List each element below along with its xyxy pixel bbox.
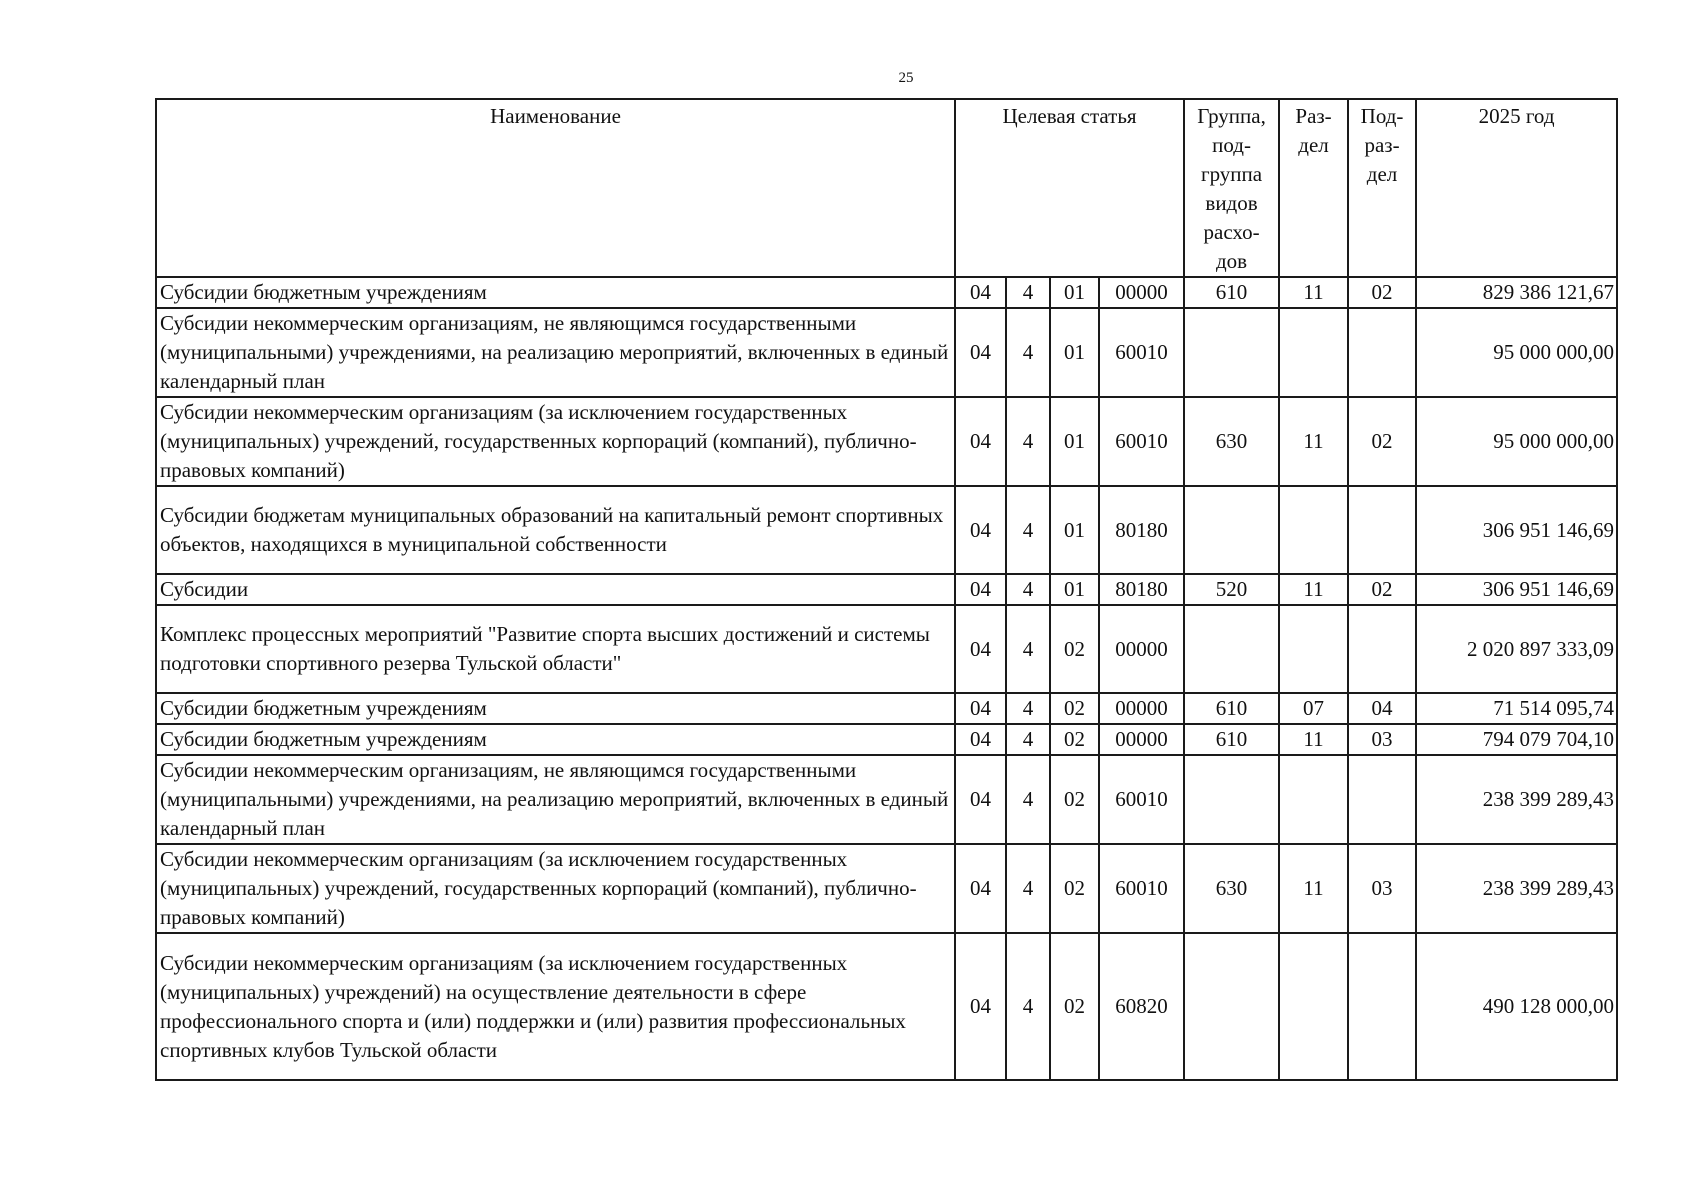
row-code-direction: 60010 — [1099, 844, 1184, 933]
row-code-direction: 60820 — [1099, 933, 1184, 1080]
row-code-direction: 60010 — [1099, 755, 1184, 844]
row-subsection — [1348, 605, 1416, 693]
row-expense-group: 610 — [1184, 277, 1279, 308]
table-row — [156, 574, 1617, 605]
row-subsection: 02 — [1348, 574, 1416, 605]
row-code-type: 4 — [1006, 308, 1050, 397]
row-code-type: 4 — [1006, 605, 1050, 693]
row-code-direction: 00000 — [1099, 693, 1184, 724]
table-row — [156, 693, 1617, 724]
row-code-complex: 02 — [1050, 724, 1099, 755]
row-expense-group — [1184, 486, 1279, 574]
row-code-complex: 01 — [1050, 308, 1099, 397]
row-code-type: 4 — [1006, 574, 1050, 605]
row-code-complex: 01 — [1050, 277, 1099, 308]
header-subsection: Под- раз- дел — [1348, 99, 1416, 277]
row-code-type: 4 — [1006, 933, 1050, 1080]
budget-table — [155, 98, 1618, 1081]
header-section: Раз- дел — [1279, 99, 1348, 277]
row-code-type: 4 — [1006, 693, 1050, 724]
table-row — [156, 755, 1617, 844]
row-expense-group: 630 — [1184, 397, 1279, 486]
row-section — [1279, 486, 1348, 574]
page-number: 25 — [898, 70, 914, 86]
row-section — [1279, 933, 1348, 1080]
header-expense-group: Группа, под- группа видов расхо- дов — [1184, 99, 1279, 277]
row-code-program: 04 — [955, 605, 1006, 693]
row-section: 11 — [1279, 724, 1348, 755]
row-code-direction: 00000 — [1099, 724, 1184, 755]
row-code-direction: 80180 — [1099, 574, 1184, 605]
row-subsection — [1348, 486, 1416, 574]
row-code-type: 4 — [1006, 844, 1050, 933]
row-code-direction: 80180 — [1099, 486, 1184, 574]
row-subsection — [1348, 933, 1416, 1080]
row-name: Комплекс процессных мероприятий "Развитие спорта высших достижений и системы подготовки спортивного резерва Тульской области" — [156, 605, 955, 693]
row-code-program: 04 — [955, 755, 1006, 844]
row-expense-group: 610 — [1184, 724, 1279, 755]
row-amount: 490 128 000,00 — [1416, 933, 1617, 1080]
row-expense-group: 520 — [1184, 574, 1279, 605]
row-subsection: 02 — [1348, 277, 1416, 308]
row-subsection: 04 — [1348, 693, 1416, 724]
row-section: 11 — [1279, 397, 1348, 486]
row-name: Субсидии бюджетам муниципальных образований на капитальный ремонт спортивных объектов, находящихся в муниципальной собственности — [156, 486, 955, 574]
row-expense-group — [1184, 605, 1279, 693]
row-amount: 829 386 121,67 — [1416, 277, 1617, 308]
row-name: Субсидии — [156, 574, 955, 605]
row-amount: 95 000 000,00 — [1416, 308, 1617, 397]
row-section: 11 — [1279, 844, 1348, 933]
table-row — [156, 724, 1617, 755]
row-code-type: 4 — [1006, 397, 1050, 486]
row-name: Субсидии бюджетным учреждениям — [156, 724, 955, 755]
row-subsection: 03 — [1348, 844, 1416, 933]
row-code-program: 04 — [955, 693, 1006, 724]
table-row — [156, 308, 1617, 397]
row-amount: 794 079 704,10 — [1416, 724, 1617, 755]
row-code-complex: 01 — [1050, 486, 1099, 574]
row-code-complex: 02 — [1050, 844, 1099, 933]
row-subsection: 03 — [1348, 724, 1416, 755]
row-code-program: 04 — [955, 724, 1006, 755]
row-code-complex: 01 — [1050, 574, 1099, 605]
row-code-complex: 02 — [1050, 693, 1099, 724]
row-section: 11 — [1279, 277, 1348, 308]
row-amount: 95 000 000,00 — [1416, 397, 1617, 486]
row-code-direction: 00000 — [1099, 277, 1184, 308]
row-code-direction: 60010 — [1099, 397, 1184, 486]
row-section — [1279, 605, 1348, 693]
row-code-type: 4 — [1006, 724, 1050, 755]
table-row — [156, 397, 1617, 486]
header-name: Наименование — [156, 99, 955, 277]
row-amount: 306 951 146,69 — [1416, 486, 1617, 574]
row-code-program: 04 — [955, 397, 1006, 486]
row-code-complex: 02 — [1050, 933, 1099, 1080]
row-code-program: 04 — [955, 844, 1006, 933]
row-subsection — [1348, 308, 1416, 397]
row-code-type: 4 — [1006, 755, 1050, 844]
table-row — [156, 277, 1617, 308]
row-section: 07 — [1279, 693, 1348, 724]
row-code-type: 4 — [1006, 277, 1050, 308]
row-code-program: 04 — [955, 574, 1006, 605]
table-row — [156, 605, 1617, 693]
row-amount: 238 399 289,43 — [1416, 755, 1617, 844]
row-code-program: 04 — [955, 308, 1006, 397]
row-subsection: 02 — [1348, 397, 1416, 486]
row-name: Субсидии бюджетным учреждениям — [156, 693, 955, 724]
row-code-program: 04 — [955, 277, 1006, 308]
header-target-article: Целевая статья — [955, 99, 1184, 277]
row-subsection — [1348, 755, 1416, 844]
row-name: Субсидии некоммерческим организациям, не являющимся государственными (муниципальными) учреждениями, на реализацию мероприятий, включенных в единый календарный план — [156, 755, 955, 844]
row-code-type: 4 — [1006, 486, 1050, 574]
row-amount: 306 951 146,69 — [1416, 574, 1617, 605]
row-code-complex: 02 — [1050, 755, 1099, 844]
row-expense-group — [1184, 755, 1279, 844]
row-code-complex: 01 — [1050, 397, 1099, 486]
row-name: Субсидии бюджетным учреждениям — [156, 277, 955, 308]
row-section: 11 — [1279, 574, 1348, 605]
row-amount: 2 020 897 333,09 — [1416, 605, 1617, 693]
row-code-complex: 02 — [1050, 605, 1099, 693]
row-name: Субсидии некоммерческим организациям, не являющимся государственными (муниципальными) учреждениями, на реализацию мероприятий, включенных в единый календарный план — [156, 308, 955, 397]
row-expense-group — [1184, 308, 1279, 397]
row-section — [1279, 755, 1348, 844]
row-amount: 71 514 095,74 — [1416, 693, 1617, 724]
row-code-direction: 00000 — [1099, 605, 1184, 693]
row-amount: 238 399 289,43 — [1416, 844, 1617, 933]
table-row — [156, 933, 1617, 1080]
row-section — [1279, 308, 1348, 397]
table-header-row — [156, 99, 1617, 277]
header-year: 2025 год — [1416, 99, 1617, 277]
row-expense-group — [1184, 933, 1279, 1080]
row-code-program: 04 — [955, 933, 1006, 1080]
row-code-program: 04 — [955, 486, 1006, 574]
row-code-direction: 60010 — [1099, 308, 1184, 397]
row-name: Субсидии некоммерческим организациям (за исключением государственных (муниципальных) учреждений, государственных корпораций (компаний), публично-правовых компаний) — [156, 844, 955, 933]
row-expense-group: 630 — [1184, 844, 1279, 933]
row-expense-group: 610 — [1184, 693, 1279, 724]
row-name: Субсидии некоммерческим организациям (за исключением государственных (муниципальных) учреждений) на осуществление деятельности в сфере профессионального спорта и (или) поддержки и (или) развития профессиональных спортивных клубов Тульской области — [156, 933, 955, 1080]
table-row — [156, 486, 1617, 574]
row-name: Субсидии некоммерческим организациям (за исключением государственных (муниципальных) учреждений, государственных корпораций (компаний), публично-правовых компаний) — [156, 397, 955, 486]
table-row — [156, 844, 1617, 933]
